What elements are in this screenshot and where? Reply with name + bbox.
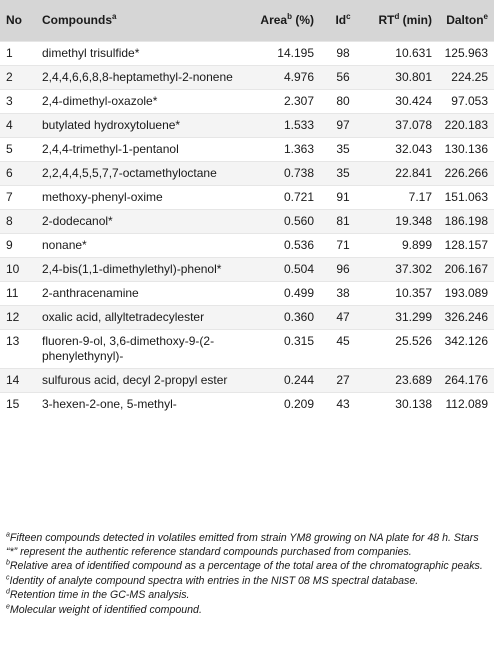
cell-rt: 37.078 <box>395 118 432 132</box>
table-row <box>0 114 494 138</box>
table-row <box>0 282 494 306</box>
cell-area: 0.499 <box>283 286 314 300</box>
header-rt: $RT^d$ (min) <box>378 12 432 27</box>
cell-area: 0.721 <box>283 190 314 204</box>
cell-no: 1 <box>6 46 13 60</box>
footnote-e: $^e$Molecular weight of identified compound. <box>6 602 202 616</box>
cell-rt: 37.302 <box>395 262 432 276</box>
cell-rt: 23.689 <box>395 373 432 387</box>
cell-no: 9 <box>6 238 13 252</box>
cell-id: 47 <box>336 310 350 324</box>
cell-rt: 31.299 <box>395 310 432 324</box>
cell-compound: oxalic acid, allyltetradecylester <box>42 310 205 324</box>
cell-id: 45 <box>336 334 350 348</box>
header-no: No <box>6 13 22 27</box>
cell-id: 35 <box>336 166 350 180</box>
footnote-b: $^b$Relative area of identified compound as a percentage of the total area of the chromatographic peaks. <box>6 559 483 572</box>
table-row <box>0 258 494 282</box>
footnote-d: $^d$Retention time in the GC-MS analysis. <box>6 588 190 601</box>
table-row <box>0 306 494 330</box>
cell-no: 10 <box>6 262 20 276</box>
cell-id: 56 <box>336 70 350 84</box>
cell-compound: methoxy-phenyl-oxime <box>42 190 163 204</box>
cell-rt: 22.841 <box>395 166 432 180</box>
cell-rt: 30.424 <box>395 94 432 108</box>
cell-id: 97 <box>336 118 350 132</box>
footnote-c: $^c$Identity of analyte compound spectra with entries in the NIST 08 MS spectral database. <box>6 573 419 587</box>
cell-no: 3 <box>6 94 13 108</box>
cell-id: 43 <box>336 397 350 411</box>
cell-dalton: 193.089 <box>444 286 488 300</box>
cell-area: 0.560 <box>283 214 314 228</box>
table-row <box>0 330 494 369</box>
cell-compound: 2,4-bis(1,1-dimethylethyl)-phenol* <box>42 262 222 276</box>
cell-compound: 2,4-dimethyl-oxazole* <box>42 94 158 108</box>
table-footnotes <box>6 532 488 618</box>
cell-rt: 30.801 <box>395 70 432 84</box>
cell-id: 96 <box>336 262 350 276</box>
cell-compound: nonane* <box>42 238 87 252</box>
cell-dalton: 97.053 <box>451 94 488 108</box>
cell-id: 91 <box>336 190 350 204</box>
cell-dalton: 264.176 <box>444 373 488 387</box>
cell-dalton: 186.198 <box>444 214 488 228</box>
cell-no: 14 <box>6 373 20 387</box>
table-row <box>0 234 494 258</box>
cell-compound: fluoren-9-ol, 3,6-dimethoxy-9-(2-phenylethynyl)- <box>42 334 215 363</box>
cell-no: 12 <box>6 310 20 324</box>
table-header-row <box>0 0 494 42</box>
cell-rt: 25.526 <box>395 334 432 348</box>
cell-compound: 2-anthracenamine <box>42 286 139 300</box>
cell-no: 6 <box>6 166 13 180</box>
cell-dalton: 130.136 <box>444 142 488 156</box>
table-row <box>0 186 494 210</box>
table-row <box>0 393 494 417</box>
cell-dalton: 224.25 <box>451 70 488 84</box>
cell-area: 0.209 <box>283 397 314 411</box>
cell-dalton: 128.157 <box>444 238 488 252</box>
cell-area: 0.360 <box>283 310 314 324</box>
cell-area: 2.307 <box>283 94 314 108</box>
cell-rt: 19.348 <box>395 214 432 228</box>
cell-id: 81 <box>336 214 350 228</box>
cell-area: 0.536 <box>283 238 314 252</box>
cell-area: 0.315 <box>283 334 314 348</box>
header-compounds: Compounds$^a$ <box>42 12 117 27</box>
cell-no: 13 <box>6 334 20 348</box>
table-row <box>0 42 494 66</box>
cell-no: 2 <box>6 70 13 84</box>
table-row <box>0 162 494 186</box>
cell-rt: 30.138 <box>395 397 432 411</box>
cell-compound: 2,4,4,6,6,8,8-heptamethyl-2-nonene <box>42 70 233 84</box>
cell-compound: 2,2,4,4,5,5,7,7-octamethyloctane <box>42 166 217 180</box>
cell-dalton: 125.963 <box>444 46 488 60</box>
cell-no: 15 <box>6 397 20 411</box>
cell-compound: 2,4,4-trimethyl-1-pentanol <box>42 142 179 156</box>
cell-compound: butylated hydroxytoluene* <box>42 118 181 132</box>
cell-dalton: 151.063 <box>444 190 488 204</box>
cell-dalton: 326.246 <box>444 310 488 324</box>
footnote-a: $^a$Fifteen compounds detected in volatiles emitted from strain YM8 growing on NA plate for 48 h. Stars “*” represent the authentic reference standard compounds purchased from companies. <box>6 531 479 558</box>
header-area: Area$^b$ (%) <box>260 12 314 27</box>
cell-area: 1.363 <box>283 142 314 156</box>
cell-rt: 7.17 <box>408 190 432 204</box>
cell-id: 38 <box>336 286 350 300</box>
cell-area: 1.533 <box>283 118 314 132</box>
table-row <box>0 210 494 234</box>
cell-compound: sulfurous acid, decyl 2-propyl ester <box>42 373 228 387</box>
cell-rt: 10.631 <box>395 46 432 60</box>
cell-no: 8 <box>6 214 13 228</box>
cell-dalton: 112.089 <box>445 397 488 411</box>
cell-id: 80 <box>336 94 350 108</box>
cell-compound: 2-dodecanol* <box>42 214 113 228</box>
cell-no: 5 <box>6 142 13 156</box>
cell-id: 35 <box>336 142 350 156</box>
cell-no: 4 <box>6 118 13 132</box>
table-row <box>0 369 494 393</box>
cell-dalton: 226.266 <box>444 166 488 180</box>
cell-area: 0.244 <box>283 373 314 387</box>
cell-no: 11 <box>6 286 19 300</box>
cell-rt: 32.043 <box>395 142 432 156</box>
cell-id: 27 <box>336 373 350 387</box>
cell-dalton: 206.167 <box>444 262 488 276</box>
cell-compound: dimethyl trisulfide* <box>42 46 140 60</box>
cell-rt: 9.899 <box>401 238 432 252</box>
table-row <box>0 66 494 90</box>
cell-area: 4.976 <box>283 70 314 84</box>
cell-no: 7 <box>6 190 13 204</box>
cell-area: 0.738 <box>283 166 314 180</box>
header-id: Id$^c$ <box>335 12 351 27</box>
cell-area: 0.504 <box>283 262 314 276</box>
cell-id: 71 <box>336 238 350 252</box>
cell-compound: 3-hexen-2-one, 5-methyl- <box>42 397 177 411</box>
table-row <box>0 90 494 114</box>
cell-id: 98 <box>336 46 350 60</box>
cell-dalton: 342.126 <box>444 334 488 348</box>
cell-dalton: 220.183 <box>444 118 488 132</box>
cell-area: 14.195 <box>277 46 314 60</box>
header-dalton: Dalton$^e$ <box>446 12 488 27</box>
cell-rt: 10.357 <box>395 286 432 300</box>
table-row <box>0 138 494 162</box>
